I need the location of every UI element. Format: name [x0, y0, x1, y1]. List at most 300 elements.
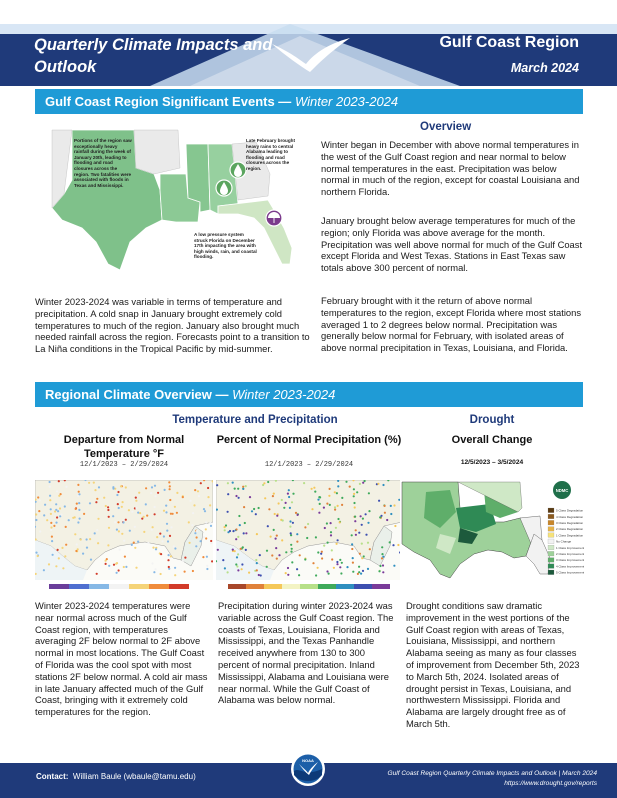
station-marker	[98, 486, 100, 488]
station-marker	[353, 502, 355, 504]
station-marker	[281, 499, 283, 501]
station-marker	[49, 495, 51, 497]
station-marker	[359, 553, 361, 555]
station-marker	[203, 536, 205, 538]
station-marker	[361, 557, 363, 559]
station-marker	[256, 533, 258, 535]
station-marker	[206, 565, 208, 567]
station-marker	[106, 558, 108, 560]
station-marker	[176, 512, 178, 514]
station-marker	[271, 554, 273, 556]
station-marker	[120, 485, 122, 487]
station-marker	[195, 545, 197, 547]
station-marker	[154, 506, 156, 508]
station-marker	[75, 508, 77, 510]
station-marker	[237, 488, 239, 490]
station-marker	[274, 513, 276, 515]
station-marker	[182, 496, 184, 498]
station-marker	[203, 508, 205, 510]
station-marker	[367, 522, 369, 524]
station-marker	[384, 505, 386, 507]
station-marker	[267, 481, 269, 483]
station-marker	[323, 545, 325, 547]
station-marker	[234, 488, 236, 490]
station-marker	[330, 522, 332, 524]
station-marker	[334, 506, 336, 508]
station-marker	[217, 549, 219, 551]
station-marker	[46, 519, 48, 521]
station-marker	[192, 570, 194, 572]
station-marker	[328, 495, 330, 497]
station-marker	[363, 555, 365, 557]
station-marker	[335, 527, 337, 529]
station-marker	[133, 542, 135, 544]
station-marker	[326, 570, 328, 572]
drought-summary: Drought conditions saw dramatic improvement in the west portions of the Gulf Coast region with areas of Texas, Louisiana, Mississippi, and northern Alabama seeing as many as four classes of improvement from December 5th, 2023 to March 5th, 2024. Isolated areas of drought persist in Texas, Louisiana, and northwestern Mississippi. Florida and Alabama are largely drought free as of March 5th.	[406, 600, 580, 729]
station-marker	[276, 558, 278, 560]
station-marker	[353, 493, 355, 495]
station-marker	[196, 530, 198, 532]
regional-overview-bar	[35, 382, 583, 407]
station-marker	[238, 497, 240, 499]
station-marker	[235, 528, 237, 530]
station-marker	[287, 493, 289, 495]
station-marker	[354, 506, 356, 508]
station-marker	[116, 572, 118, 574]
station-marker	[55, 565, 57, 567]
station-marker	[125, 566, 127, 568]
drought-map-title: Overall Change	[451, 434, 533, 446]
station-marker	[291, 501, 293, 503]
station-marker	[356, 491, 358, 493]
raindrop-icon	[230, 162, 246, 178]
station-marker	[121, 533, 123, 535]
station-marker	[334, 491, 336, 493]
station-marker	[50, 529, 52, 531]
station-marker	[258, 574, 260, 576]
station-marker	[317, 551, 319, 553]
station-marker	[285, 551, 287, 553]
station-marker	[266, 566, 268, 568]
station-marker	[107, 506, 109, 508]
station-marker	[296, 541, 298, 543]
station-marker	[160, 553, 162, 555]
station-marker	[351, 534, 353, 536]
station-marker	[35, 513, 37, 515]
station-marker	[235, 495, 237, 497]
station-marker	[68, 519, 70, 521]
station-marker	[97, 542, 99, 544]
precipitation-percent-map	[216, 480, 402, 592]
station-marker	[317, 499, 319, 501]
station-marker	[306, 537, 308, 539]
station-marker	[285, 572, 287, 574]
precipitation-colorbar	[228, 584, 390, 589]
station-marker	[48, 568, 50, 570]
station-marker	[122, 521, 124, 523]
station-marker	[292, 493, 294, 495]
station-marker	[78, 509, 80, 511]
overview-paragraph: February brought with it the return of above normal temperatures to the region, except Florida where most stations averaged 1 to 2 degrees below normal. Precipitation was generally below normal for February, with isolated areas of above normal precipitation in Texas, Louisiana, and Florida.	[321, 295, 582, 354]
station-marker	[275, 538, 277, 540]
station-marker	[241, 568, 243, 570]
station-marker	[167, 559, 169, 561]
station-marker	[55, 509, 57, 511]
station-marker	[155, 548, 157, 550]
station-marker	[394, 525, 396, 527]
station-marker	[184, 571, 186, 573]
station-marker	[352, 562, 354, 564]
publication-line: Gulf Coast Region Quarterly Climate Impacts and Outlook | March 2024	[387, 770, 597, 777]
station-marker	[96, 529, 98, 531]
station-marker	[232, 482, 234, 484]
station-marker	[245, 485, 247, 487]
station-marker	[259, 554, 261, 556]
station-marker	[52, 554, 54, 556]
temperature-colorbar	[49, 584, 189, 589]
station-marker	[205, 537, 207, 539]
station-marker	[59, 507, 61, 509]
station-marker	[362, 570, 364, 572]
station-marker	[303, 482, 305, 484]
station-marker	[197, 490, 199, 492]
station-marker	[50, 508, 52, 510]
station-marker	[61, 547, 63, 549]
station-marker	[331, 549, 333, 551]
temp-map-title: Departure from Normal Temperature °F	[63, 434, 185, 460]
station-marker	[129, 530, 131, 532]
temperature-departure-map	[35, 480, 213, 592]
station-marker	[365, 513, 367, 515]
station-marker	[319, 496, 321, 498]
station-marker	[123, 566, 125, 568]
station-marker	[290, 551, 292, 553]
station-marker	[119, 549, 121, 551]
station-marker	[62, 567, 64, 569]
station-marker	[268, 508, 270, 510]
station-marker	[206, 568, 208, 570]
station-marker	[169, 499, 171, 501]
temp-precip-heading: Temperature and Precipitation	[172, 414, 338, 426]
station-marker	[341, 497, 343, 499]
station-marker	[94, 532, 96, 534]
drought-heading: Drought	[469, 414, 515, 426]
station-marker	[360, 515, 362, 517]
station-marker	[260, 574, 262, 576]
station-marker	[56, 490, 58, 492]
station-marker	[336, 492, 338, 494]
station-marker	[77, 548, 79, 550]
station-marker	[245, 549, 247, 551]
station-marker	[295, 512, 297, 514]
legend-swatch	[548, 508, 554, 513]
station-marker	[349, 486, 351, 488]
station-marker	[209, 522, 211, 524]
station-marker	[96, 498, 98, 500]
legend-swatch	[548, 551, 554, 556]
station-marker	[321, 557, 323, 559]
legend-label: 3 Class Degradation	[556, 521, 584, 525]
station-marker	[206, 556, 208, 558]
station-marker	[112, 515, 114, 517]
station-marker	[329, 504, 331, 506]
station-marker	[326, 522, 328, 524]
station-marker	[48, 563, 50, 565]
station-marker	[50, 526, 52, 528]
station-marker	[170, 555, 172, 557]
station-marker	[304, 558, 306, 560]
station-marker	[256, 562, 258, 564]
station-marker	[241, 563, 243, 565]
station-marker	[258, 507, 260, 509]
legend-swatch	[548, 545, 554, 550]
temperature-summary: Winter 2023-2024 temperatures were near normal across much of the Gulf Coast region, with temperatures averaging 2F below normal to 2F above normal in most locations. The Gulf Coast of Florida was the cool spot with most stations 2F below normal. A cold air mass in late January affected much of the Gulf Coast, bringing with it extremely cold temperatures for the region.	[35, 600, 208, 718]
station-marker	[244, 522, 246, 524]
station-marker	[298, 574, 300, 576]
station-marker	[117, 503, 119, 505]
station-marker	[227, 571, 229, 573]
station-marker	[266, 550, 268, 552]
station-marker	[198, 488, 200, 490]
station-marker	[242, 488, 244, 490]
station-marker	[190, 500, 192, 502]
significant-events-season: Winter 2023-2024	[294, 94, 399, 109]
station-marker	[243, 506, 245, 508]
svg-text:NDMC: NDMC	[555, 488, 569, 493]
station-marker	[164, 489, 166, 491]
station-marker	[337, 505, 339, 507]
station-marker	[264, 497, 266, 499]
precip-map-dates: 12/1/2023 – 2/29/2024	[264, 461, 354, 469]
station-marker	[128, 509, 130, 511]
significant-events-title: Gulf Coast Region Significant Events —	[45, 94, 292, 109]
station-marker	[168, 481, 170, 483]
station-marker	[367, 542, 369, 544]
station-marker	[151, 562, 153, 564]
station-marker	[122, 501, 124, 503]
station-marker	[224, 529, 226, 531]
station-marker	[204, 510, 206, 512]
station-marker	[358, 566, 360, 568]
legend-label: 5 Class Degradation	[556, 508, 584, 513]
station-marker	[205, 521, 207, 523]
station-marker	[377, 483, 379, 485]
station-marker	[362, 482, 364, 484]
event-callout-february-rains: Late February brought heavy rains to central Alabama leading to flooding and road closures across the region.	[246, 138, 296, 171]
station-marker	[135, 567, 137, 569]
station-marker	[117, 491, 119, 493]
raindrop-icon	[216, 180, 232, 196]
station-marker	[37, 555, 39, 557]
station-marker	[154, 568, 156, 570]
station-marker	[174, 506, 176, 508]
station-marker	[311, 488, 313, 490]
station-marker	[194, 532, 196, 534]
station-marker	[39, 499, 41, 501]
station-marker	[389, 541, 391, 543]
station-marker	[117, 521, 119, 523]
contact-email[interactable]: William Baule (wbaule@tamu.edu)	[72, 772, 196, 781]
station-marker	[191, 524, 193, 526]
station-marker	[169, 485, 171, 487]
station-marker	[263, 482, 265, 484]
station-marker	[138, 492, 140, 494]
station-marker	[108, 527, 110, 529]
station-marker	[381, 546, 383, 548]
station-marker	[393, 565, 395, 567]
station-marker	[359, 483, 361, 485]
station-marker	[53, 525, 55, 527]
station-marker	[222, 559, 224, 561]
station-marker	[243, 532, 245, 534]
regional-overview-season: Winter 2023-2024	[232, 387, 336, 402]
station-marker	[57, 510, 59, 512]
station-marker	[336, 543, 338, 545]
station-marker	[108, 516, 110, 518]
station-marker	[184, 557, 186, 559]
overview-paragraph: Winter began in December with above normal temperatures in the west of the Gulf Coast region and near normal to below normal temperatures in the east. Precipitation was below normal in much of the region, except for coastal Louisiana and northern Florida.	[321, 139, 580, 198]
contact-line	[36, 772, 196, 781]
station-marker	[151, 529, 153, 531]
station-marker	[169, 535, 171, 537]
station-marker	[57, 549, 59, 551]
station-marker	[386, 519, 388, 521]
station-marker	[368, 510, 370, 512]
regional-overview-title: Regional Climate Overview —	[45, 387, 229, 402]
station-marker	[236, 556, 238, 558]
station-marker	[131, 544, 133, 546]
station-marker	[143, 516, 145, 518]
station-marker	[235, 563, 237, 565]
station-marker	[288, 496, 290, 498]
station-marker	[210, 540, 212, 542]
station-marker	[86, 547, 88, 549]
reports-link[interactable]: https://www.drought.gov/reports	[504, 780, 597, 787]
station-marker	[245, 532, 247, 534]
station-marker	[273, 493, 275, 495]
station-marker	[361, 524, 363, 526]
station-marker	[55, 522, 57, 524]
station-marker	[352, 557, 354, 559]
station-marker	[192, 512, 194, 514]
station-marker	[351, 548, 353, 550]
station-marker	[367, 568, 369, 570]
station-marker	[358, 532, 360, 534]
station-marker	[369, 548, 371, 550]
station-marker	[327, 542, 329, 544]
station-marker	[37, 496, 39, 498]
station-marker	[145, 487, 147, 489]
station-marker	[160, 573, 162, 575]
station-marker	[382, 484, 384, 486]
station-marker	[278, 554, 280, 556]
station-marker	[381, 557, 383, 559]
station-marker	[238, 515, 240, 517]
station-marker	[276, 535, 278, 537]
station-marker	[278, 502, 280, 504]
station-marker	[151, 486, 153, 488]
station-marker	[50, 513, 52, 515]
station-marker	[232, 549, 234, 551]
station-marker	[39, 530, 41, 532]
station-marker	[123, 540, 125, 542]
station-marker	[55, 503, 57, 505]
station-marker	[318, 512, 320, 514]
station-marker	[390, 513, 392, 515]
station-marker	[154, 513, 156, 515]
station-marker	[355, 534, 357, 536]
station-marker	[382, 556, 384, 558]
station-marker	[170, 513, 172, 515]
station-marker	[331, 558, 333, 560]
station-marker	[118, 569, 120, 571]
station-marker	[93, 482, 95, 484]
station-marker	[43, 514, 45, 516]
station-marker	[131, 511, 133, 513]
station-marker	[49, 499, 51, 501]
station-marker	[65, 486, 67, 488]
station-marker	[361, 543, 363, 545]
station-marker	[290, 544, 292, 546]
station-marker	[82, 553, 84, 555]
station-marker	[315, 536, 317, 538]
station-marker	[240, 548, 242, 550]
precip-map-title: Percent of Normal Precipitation (%)	[216, 434, 402, 446]
station-marker	[35, 552, 37, 554]
station-marker	[358, 571, 360, 573]
station-marker	[35, 519, 37, 521]
legend-swatch	[548, 570, 554, 575]
legend-label: 3 Class Improvement	[556, 558, 584, 563]
station-marker	[166, 530, 168, 532]
station-marker	[51, 540, 53, 542]
station-marker	[276, 515, 278, 517]
station-marker	[182, 560, 184, 562]
overview-paragraph: January brought below average temperatures for much of the region; only Florida was above average for the month. Precipitation was well above normal for much of the Gulf Coast except Florida and West Texas. Stations in East Texas saw totals above 300 percent of normal.	[321, 215, 583, 274]
station-marker	[168, 566, 170, 568]
station-marker	[78, 493, 80, 495]
station-marker	[174, 567, 176, 569]
legend-label: 4 Class Improvement	[556, 564, 584, 569]
station-marker	[154, 495, 156, 497]
station-marker	[329, 488, 331, 490]
station-marker	[365, 534, 367, 536]
station-marker	[315, 574, 317, 576]
station-marker	[44, 504, 46, 506]
station-marker	[336, 563, 338, 565]
station-marker	[174, 574, 176, 576]
station-marker	[384, 512, 386, 514]
station-marker	[346, 566, 348, 568]
station-marker	[176, 492, 178, 494]
station-marker	[152, 547, 154, 549]
station-marker	[320, 553, 322, 555]
station-marker	[248, 572, 250, 574]
station-marker	[80, 538, 82, 540]
station-marker	[333, 567, 335, 569]
station-marker	[147, 542, 149, 544]
station-marker	[236, 565, 238, 567]
station-marker	[340, 572, 342, 574]
station-marker	[209, 504, 211, 506]
station-marker	[321, 551, 323, 553]
noaa-logo-icon	[290, 751, 326, 787]
station-marker	[108, 565, 110, 567]
station-marker	[341, 504, 343, 506]
report-date: March 2024	[510, 61, 579, 75]
station-marker	[227, 493, 229, 495]
station-marker	[124, 556, 126, 558]
